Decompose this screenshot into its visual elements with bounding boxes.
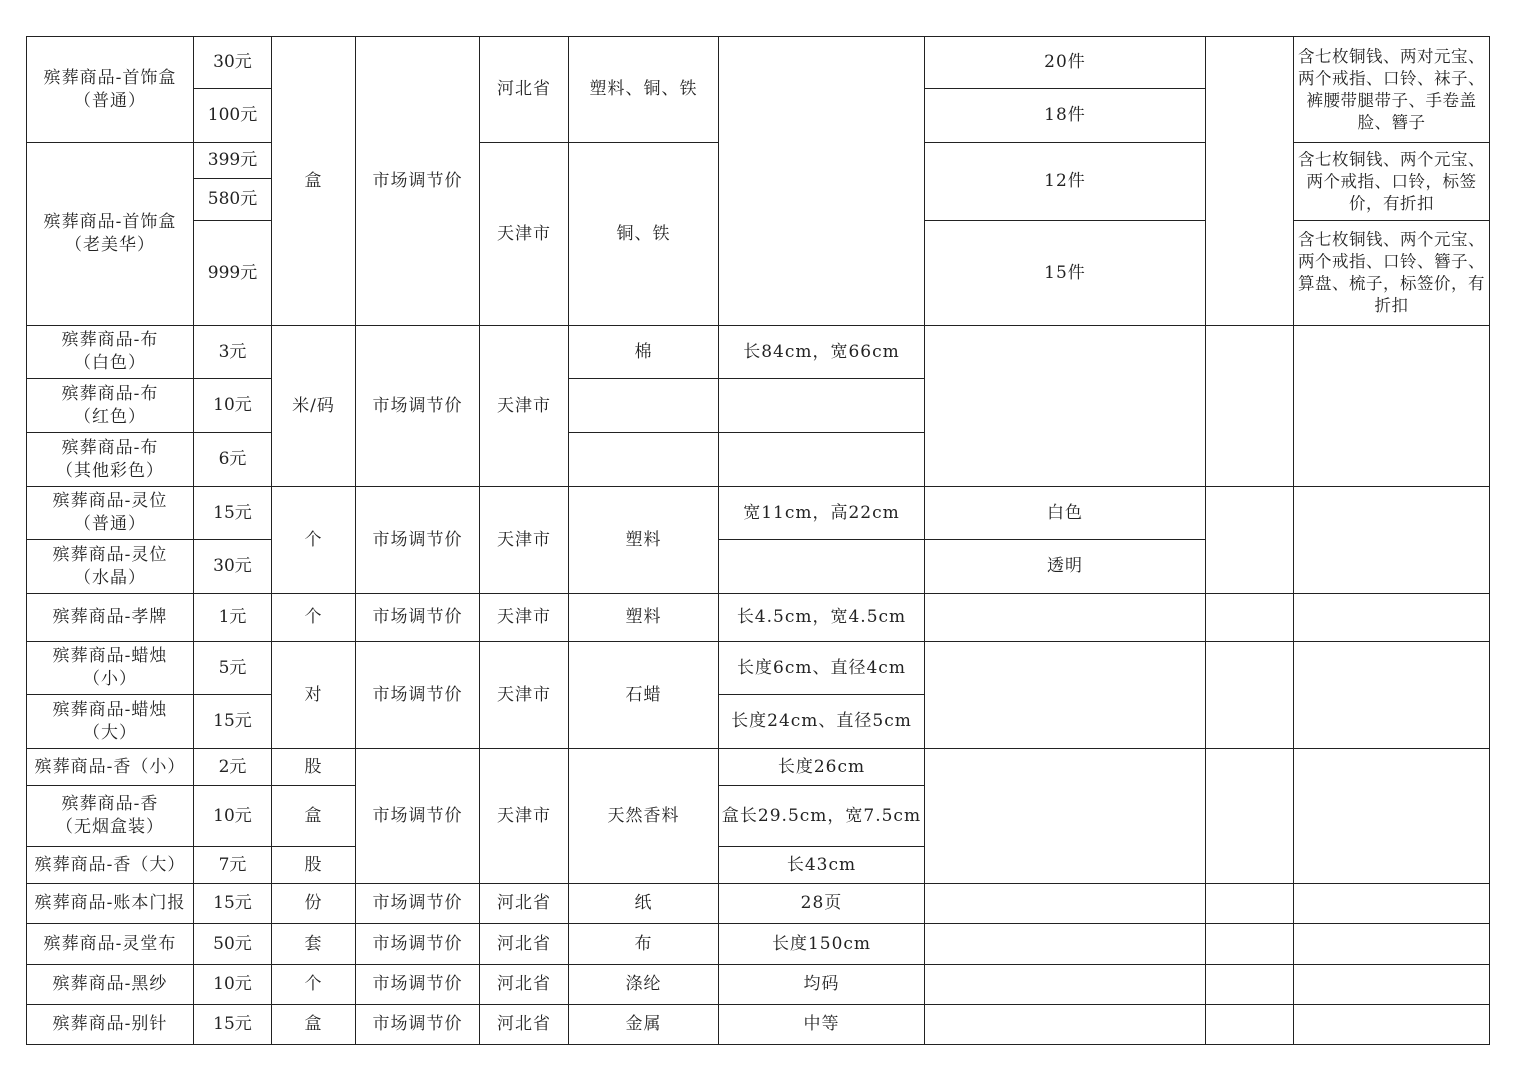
table-cell xyxy=(1206,326,1294,487)
table-cell: 长度26cm xyxy=(719,749,925,786)
table-cell: 盒 xyxy=(272,786,356,847)
table-cell xyxy=(925,1005,1206,1045)
table-cell: 殡葬商品-香 （无烟盒装） xyxy=(27,786,194,847)
table-cell: 长度150cm xyxy=(719,924,925,965)
table-cell: 580元 xyxy=(194,179,272,221)
table-cell xyxy=(1206,1005,1294,1045)
table-cell: 10元 xyxy=(194,965,272,1005)
table-cell: 30元 xyxy=(194,37,272,89)
table-cell: 长43cm xyxy=(719,847,925,884)
table-cell: 市场调节价 xyxy=(356,749,480,884)
table-cell: 股 xyxy=(272,749,356,786)
table-cell xyxy=(1206,749,1294,884)
table-row xyxy=(27,924,1490,965)
table-cell: 399元 xyxy=(194,143,272,179)
price-table xyxy=(26,36,1490,1045)
table-cell: 15元 xyxy=(194,884,272,924)
table-cell: 长84cm，宽66cm xyxy=(719,326,925,379)
table-cell xyxy=(719,379,925,433)
table-row xyxy=(27,37,1490,89)
table-cell: 个 xyxy=(272,965,356,1005)
table-cell: 河北省 xyxy=(480,1005,569,1045)
table-cell: 天津市 xyxy=(480,143,569,326)
table-cell: 市场调节价 xyxy=(356,884,480,924)
table-cell: 市场调节价 xyxy=(356,37,480,326)
table-cell: 含七枚铜钱、两个元宝、两个戒指、口铃、簪子、算盘、梳子，标签价，有折扣 xyxy=(1294,221,1490,326)
table-cell: 100元 xyxy=(194,89,272,143)
table-cell xyxy=(1206,594,1294,642)
table-cell: 市场调节价 xyxy=(356,326,480,487)
table-cell: 殡葬商品-香（大） xyxy=(27,847,194,884)
table-cell: 15元 xyxy=(194,487,272,540)
table-row xyxy=(27,594,1490,642)
table-cell: 5元 xyxy=(194,642,272,695)
table-cell xyxy=(1294,749,1490,884)
table-cell: 宽11cm，高22cm xyxy=(719,487,925,540)
table-cell xyxy=(925,924,1206,965)
table-cell: 6元 xyxy=(194,433,272,487)
table-cell xyxy=(1294,326,1490,487)
table-cell xyxy=(925,594,1206,642)
table-cell: 天津市 xyxy=(480,487,569,594)
table-cell xyxy=(1294,884,1490,924)
table-cell xyxy=(1206,642,1294,749)
table-cell xyxy=(925,884,1206,924)
table-cell: 布 xyxy=(569,924,719,965)
table-cell: 殡葬商品-别针 xyxy=(27,1005,194,1045)
table-row xyxy=(27,749,1490,786)
table-cell: 殡葬商品-黑纱 xyxy=(27,965,194,1005)
table-cell: 纸 xyxy=(569,884,719,924)
table-cell: 15件 xyxy=(925,221,1206,326)
table-cell: 市场调节价 xyxy=(356,487,480,594)
table-cell: 2元 xyxy=(194,749,272,786)
table-cell xyxy=(569,433,719,487)
table-cell xyxy=(1294,965,1490,1005)
table-row xyxy=(27,1005,1490,1045)
table-cell: 15元 xyxy=(194,1005,272,1045)
table-cell: 涤纶 xyxy=(569,965,719,1005)
table-cell: 铜、铁 xyxy=(569,143,719,326)
table-cell xyxy=(719,433,925,487)
table-cell: 市场调节价 xyxy=(356,594,480,642)
table-cell: 均码 xyxy=(719,965,925,1005)
table-cell xyxy=(1294,594,1490,642)
table-row xyxy=(27,487,1490,540)
table-row xyxy=(27,965,1490,1005)
table-cell xyxy=(925,965,1206,1005)
table-cell: 殡葬商品-账本门报 xyxy=(27,884,194,924)
table-cell: 天津市 xyxy=(480,594,569,642)
table-cell: 长度24cm、直径5cm xyxy=(719,695,925,749)
table-cell: 中等 xyxy=(719,1005,925,1045)
table-cell: 河北省 xyxy=(480,924,569,965)
table-cell: 天津市 xyxy=(480,749,569,884)
table-cell: 殡葬商品-布 （白色） xyxy=(27,326,194,379)
table-cell xyxy=(925,642,1206,749)
table-cell: 殡葬商品-蜡烛 （小） xyxy=(27,642,194,695)
table-cell: 30元 xyxy=(194,540,272,594)
table-cell: 盒 xyxy=(272,1005,356,1045)
table-cell: 18件 xyxy=(925,89,1206,143)
table-cell: 河北省 xyxy=(480,37,569,143)
table-cell xyxy=(925,749,1206,884)
table-cell xyxy=(719,37,925,326)
table-cell xyxy=(719,540,925,594)
table-cell xyxy=(1206,884,1294,924)
table-cell: 殡葬商品-首饰盒 （普通） xyxy=(27,37,194,143)
table-cell: 28页 xyxy=(719,884,925,924)
table-cell xyxy=(1206,924,1294,965)
table-cell: 天津市 xyxy=(480,642,569,749)
table-cell xyxy=(1206,965,1294,1005)
table-cell: 天然香料 xyxy=(569,749,719,884)
table-cell: 殡葬商品-灵位 （普通） xyxy=(27,487,194,540)
table-cell: 市场调节价 xyxy=(356,965,480,1005)
table-cell: 含七枚铜钱、两对元宝、两个戒指、口铃、袜子、裤腰带腿带子、手卷盖脸、簪子 xyxy=(1294,37,1490,143)
table-cell: 金属 xyxy=(569,1005,719,1045)
table-cell: 殡葬商品-灵堂布 xyxy=(27,924,194,965)
table-cell: 3元 xyxy=(194,326,272,379)
table-cell: 殡葬商品-灵位 （水晶） xyxy=(27,540,194,594)
table-cell: 长度6cm、直径4cm xyxy=(719,642,925,695)
table-cell: 股 xyxy=(272,847,356,884)
table-cell: 塑料 xyxy=(569,487,719,594)
table-cell xyxy=(569,379,719,433)
table-cell: 1元 xyxy=(194,594,272,642)
table-cell: 10元 xyxy=(194,786,272,847)
table-cell: 塑料 xyxy=(569,594,719,642)
table-cell xyxy=(1294,924,1490,965)
table-cell: 50元 xyxy=(194,924,272,965)
table-cell: 盒长29.5cm，宽7.5cm xyxy=(719,786,925,847)
table-cell: 棉 xyxy=(569,326,719,379)
table-cell: 盒 xyxy=(272,37,356,326)
table-cell: 河北省 xyxy=(480,884,569,924)
table-cell: 殡葬商品-首饰盒 （老美华） xyxy=(27,143,194,326)
table-cell: 市场调节价 xyxy=(356,924,480,965)
table-cell: 12件 xyxy=(925,143,1206,221)
table-cell xyxy=(925,326,1206,487)
table-cell xyxy=(1294,642,1490,749)
table-cell: 份 xyxy=(272,884,356,924)
table-cell: 殡葬商品-布 （红色） xyxy=(27,379,194,433)
table-cell: 999元 xyxy=(194,221,272,326)
table-row xyxy=(27,642,1490,695)
table-cell: 塑料、铜、铁 xyxy=(569,37,719,143)
table-cell: 7元 xyxy=(194,847,272,884)
table-cell xyxy=(1206,37,1294,326)
table-cell: 20件 xyxy=(925,37,1206,89)
table-cell xyxy=(1294,487,1490,594)
table-cell xyxy=(1206,487,1294,594)
table-cell: 个 xyxy=(272,594,356,642)
table-cell: 石蜡 xyxy=(569,642,719,749)
table-cell: 殡葬商品-布 （其他彩色） xyxy=(27,433,194,487)
table-cell: 含七枚铜钱、两个元宝、两个戒指、口铃，标签价，有折扣 xyxy=(1294,143,1490,221)
table-cell: 米/码 xyxy=(272,326,356,487)
table-cell: 殡葬商品-蜡烛 （大） xyxy=(27,695,194,749)
table-cell: 15元 xyxy=(194,695,272,749)
table-cell: 长4.5cm，宽4.5cm xyxy=(719,594,925,642)
table-cell: 市场调节价 xyxy=(356,642,480,749)
table-cell: 10元 xyxy=(194,379,272,433)
table-cell: 市场调节价 xyxy=(356,1005,480,1045)
table-cell: 个 xyxy=(272,487,356,594)
table-row xyxy=(27,326,1490,379)
table-cell: 白色 xyxy=(925,487,1206,540)
table-row xyxy=(27,884,1490,924)
table-cell: 河北省 xyxy=(480,965,569,1005)
table-cell: 天津市 xyxy=(480,326,569,487)
table-cell: 套 xyxy=(272,924,356,965)
table-cell: 透明 xyxy=(925,540,1206,594)
table-cell: 殡葬商品-香（小） xyxy=(27,749,194,786)
table-cell: 对 xyxy=(272,642,356,749)
table-cell xyxy=(1294,1005,1490,1045)
table-cell: 殡葬商品-孝牌 xyxy=(27,594,194,642)
